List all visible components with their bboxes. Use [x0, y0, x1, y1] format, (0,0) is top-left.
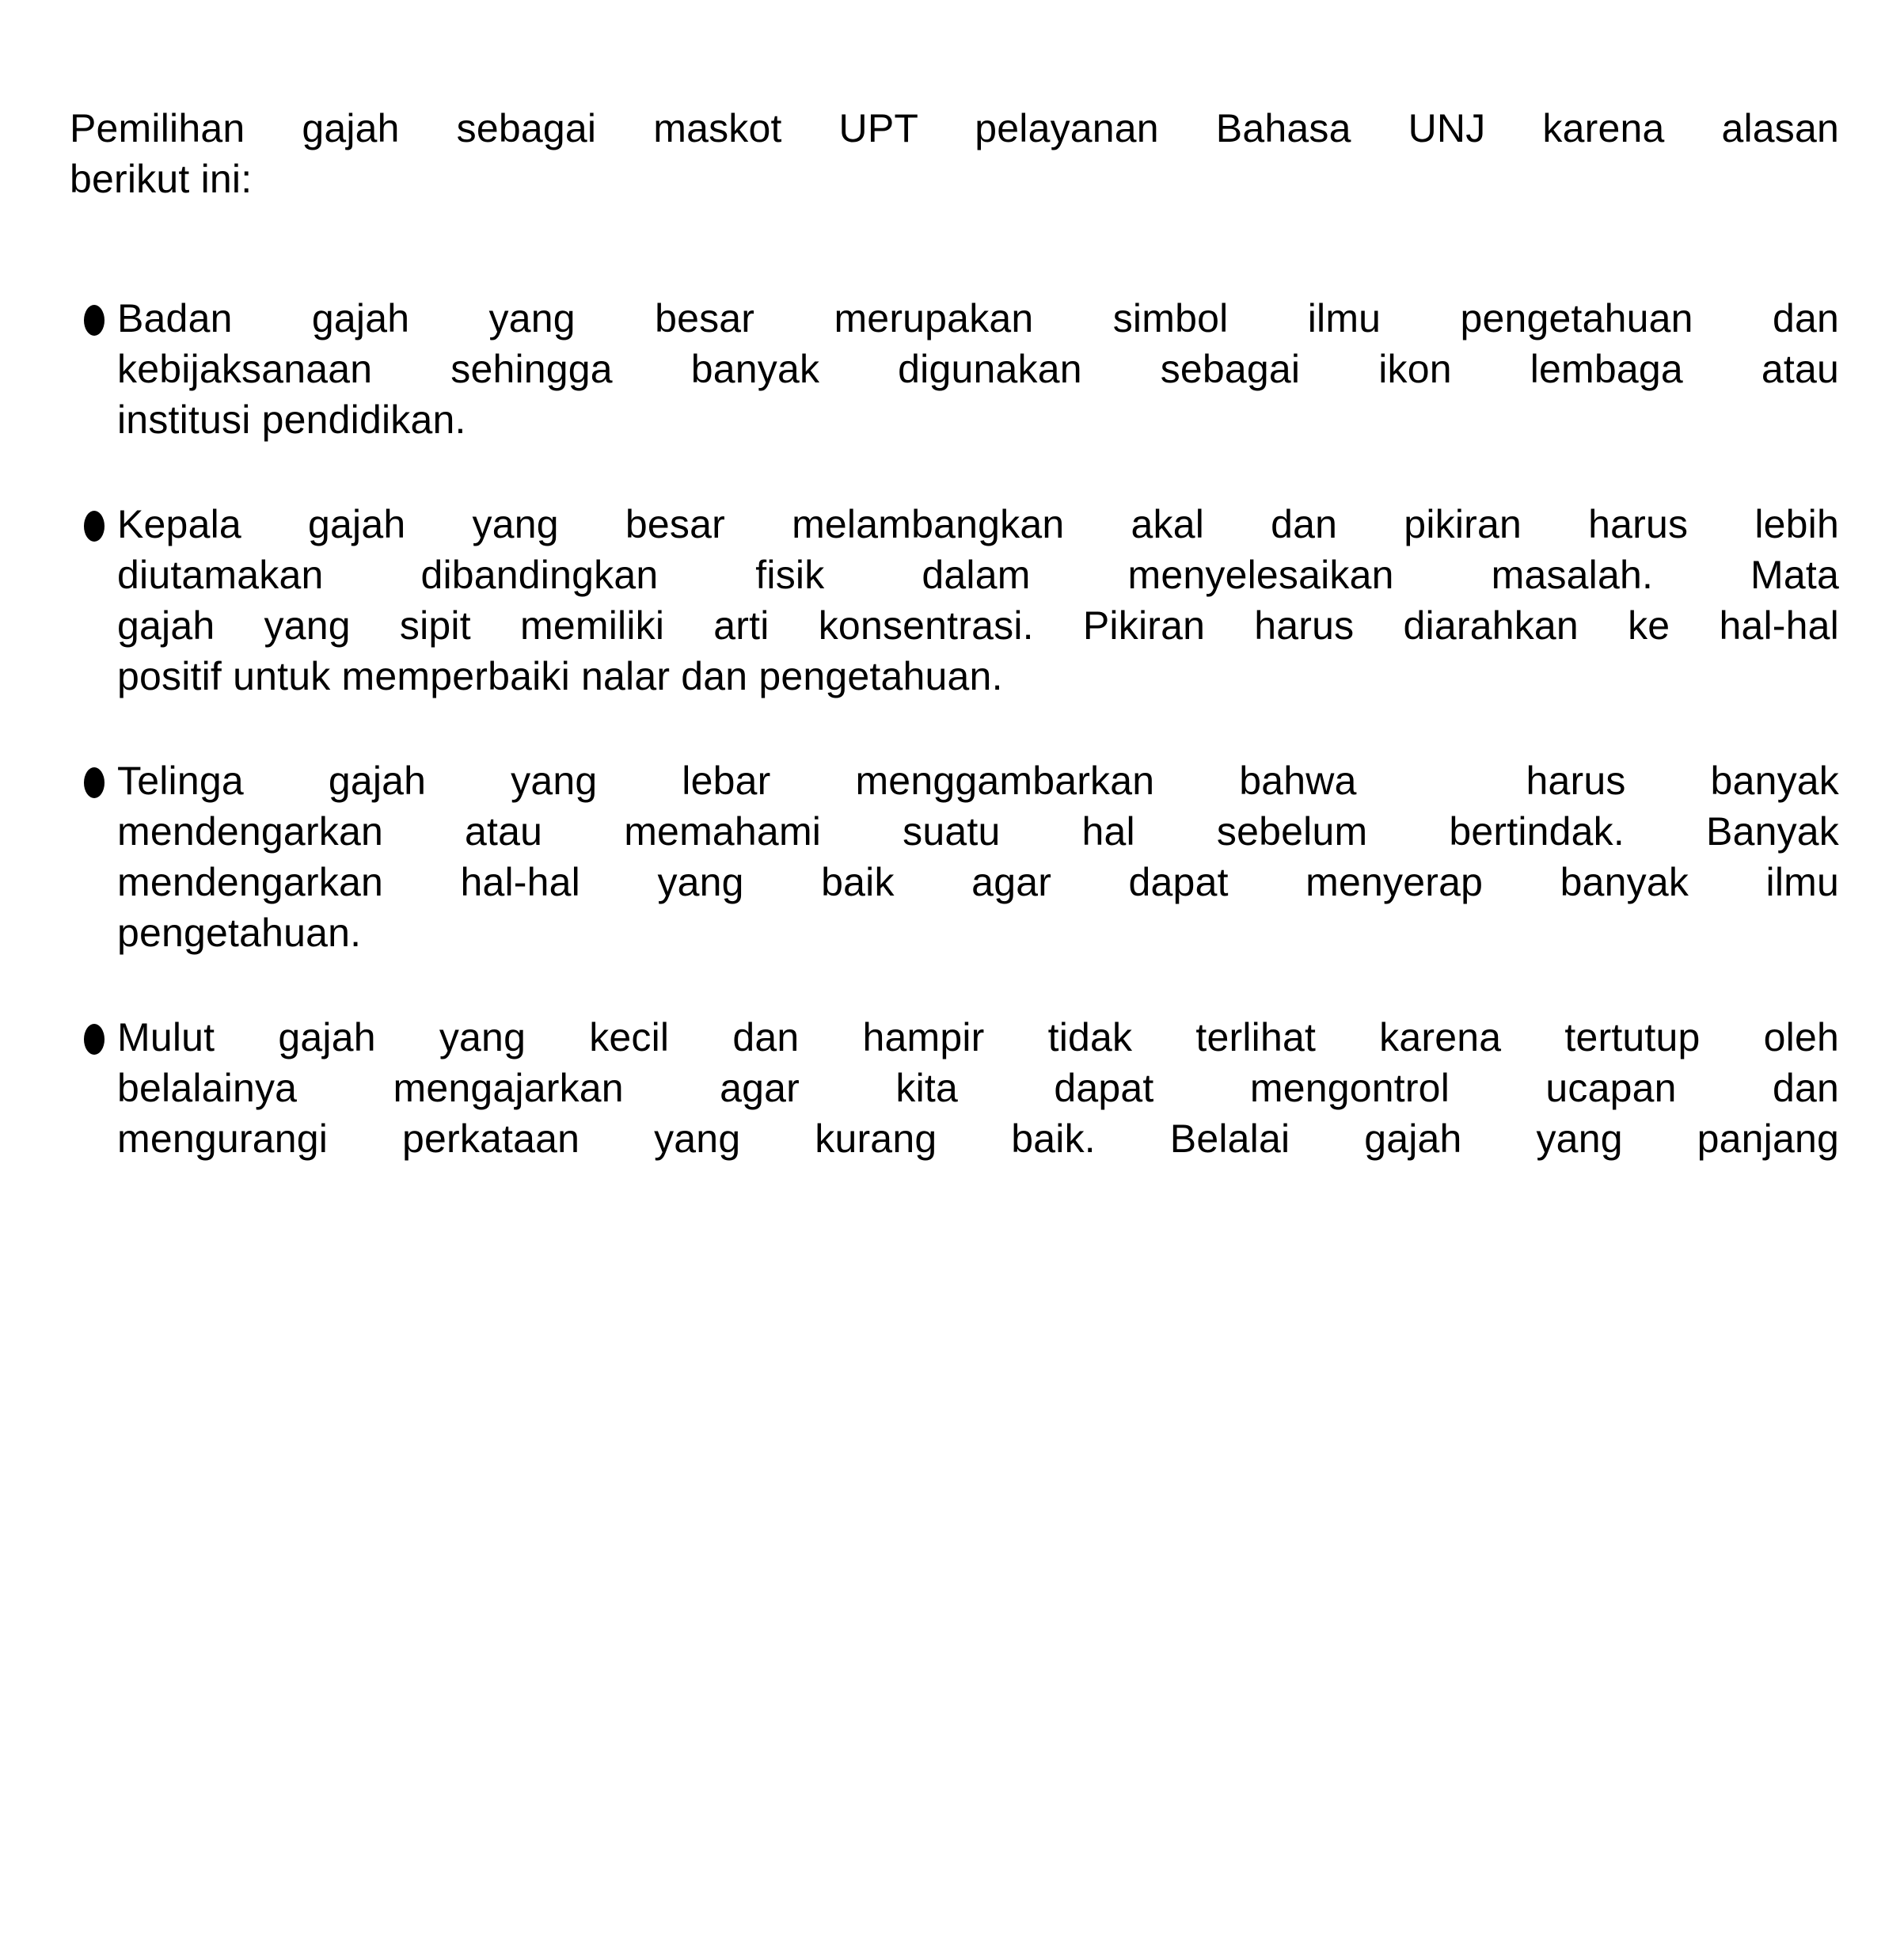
text-line: Pemilihan gajah sebagai maskot UPT pelayanan Bahasa UNJ karena alasan [70, 106, 1839, 150]
bullet-item [70, 293, 1839, 445]
page-content [70, 103, 1839, 1164]
text-line: Mulut gajah yang kecil dan hampir tidak terlihat karena tertutup oleh [117, 1015, 1839, 1059]
text-line: Badan gajah yang besar merupakan simbol ilmu pengetahuan dan [117, 296, 1839, 340]
bullet-icon [84, 767, 105, 798]
bullet-icon [84, 1024, 105, 1055]
text-line: positif untuk memperbaiki nalar dan pengetahuan. [117, 654, 1003, 698]
text-line: diutamakan dibandingkan fisik dalam menyelesaikan masalah. Mata [117, 553, 1839, 597]
bullet-text [117, 293, 1839, 445]
text-line: pengetahuan. [117, 911, 362, 955]
text-line: belalainya mengajarkan agar kita dapat mengontrol ucapan dan [117, 1066, 1839, 1110]
text-line: berikut ini: [70, 157, 253, 201]
text-line: Kepala gajah yang besar melambangkan akal dan pikiran harus lebih [117, 502, 1839, 546]
bullet-item [70, 755, 1839, 958]
text-line: mendengarkan atau memahami suatu hal sebelum bertindak. Banyak [117, 809, 1839, 854]
bullet-list [70, 293, 1839, 1164]
bullet-icon [84, 305, 105, 336]
bullet-text [117, 1012, 1839, 1164]
bullet-text [117, 499, 1839, 702]
bullet-item [70, 1012, 1839, 1164]
bullet-item [70, 499, 1839, 702]
bullet-icon [84, 511, 105, 542]
text-line: Telinga gajah yang lebar menggambarkan bahwa harus banyak [117, 759, 1839, 803]
text-line: institusi pendidikan. [117, 398, 466, 442]
intro-paragraph [70, 103, 1839, 204]
bullet-text [117, 755, 1839, 958]
text-line: mengurangi perkataan yang kurang baik. Belalai gajah yang panjang [117, 1116, 1839, 1161]
text-line: mendengarkan hal-hal yang baik agar dapat menyerap banyak ilmu [117, 860, 1839, 904]
text-line: gajah yang sipit memiliki arti konsentrasi. Pikiran harus diarahkan ke hal-hal [117, 603, 1839, 648]
text-line: kebijaksanaan sehingga banyak digunakan sebagai ikon lembaga atau [117, 347, 1839, 391]
